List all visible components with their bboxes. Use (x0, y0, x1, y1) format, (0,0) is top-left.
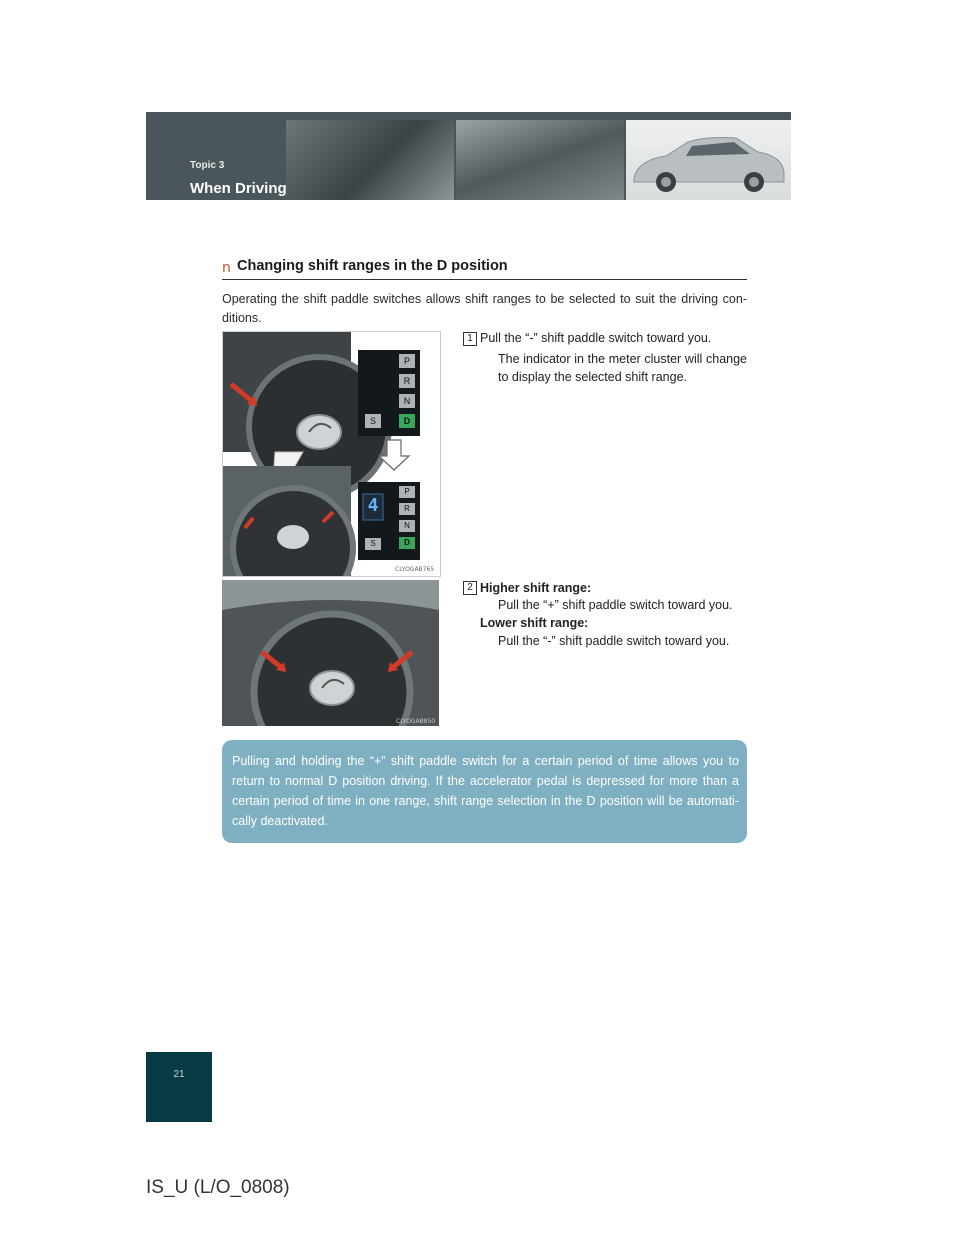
heading-rule (222, 279, 747, 280)
figure-both-paddles (222, 580, 439, 726)
step2-higher-text: Pull the “+” shift paddle switch toward you. (498, 598, 733, 612)
step2-higher-label: Higher shift range: (480, 581, 592, 595)
indicator-letter-d: D (399, 537, 415, 549)
intro-paragraph: Operating the shift paddle switches allows shift ranges to be selected to suit the driving con-ditions. (222, 292, 747, 325)
section-title: When Driving (190, 180, 287, 197)
selected-range-digit: 4 (367, 495, 379, 516)
indicator-letter-n: N (399, 520, 415, 532)
footer-code: IS_U (L/O_0808) (146, 1177, 290, 1198)
step-number-1: 1 (463, 332, 477, 346)
step2-lower-label: Lower shift range: (480, 616, 589, 630)
indicator-letter-d: D (399, 414, 415, 428)
banner-photo-dashboard (286, 120, 454, 200)
indicator-letter-s: S (365, 538, 381, 550)
topic-label: Topic 3 (190, 160, 225, 171)
indicator-letter-n: N (399, 394, 415, 408)
indicator-top (399, 354, 415, 428)
figure-code: CLYOGAB850 (396, 718, 436, 725)
indicator-bottom (399, 486, 415, 549)
indicator-letter-p: P (399, 354, 415, 368)
section-banner (146, 112, 791, 200)
car-illustration (626, 120, 791, 200)
info-note-text: Pulling and holding the “+” shift paddle switch for a certain period of time allows you to return to normal D position driving. If the accelerator pedal is depressed for more than a certain period of time in one range, shift range selection in the D position will be automati-cally deactivated. (232, 754, 739, 828)
page-number-block (146, 1052, 212, 1122)
indicator-letter-s: S (365, 414, 381, 428)
step1-note: The indicator in the meter cluster will change to display the selected shift range. (498, 352, 747, 384)
indicator-letter-r: R (399, 374, 415, 388)
indicator-letter-p: P (399, 486, 415, 498)
step2-lower-text: Pull the “-” shift paddle switch toward you. (498, 634, 730, 648)
step1-instruction: Pull the “-” shift paddle switch toward you. (480, 331, 712, 345)
figure-paddle-and-indicator (222, 331, 441, 577)
indicator-letter-r: R (399, 503, 415, 515)
banner-photo-interior (456, 120, 624, 200)
heading-bullet-icon: n (222, 260, 231, 276)
banner-photo-car (626, 120, 791, 200)
page-heading: Changing shift ranges in the D position (237, 258, 508, 274)
figure-code: CLYOGAB765 (395, 566, 435, 573)
page-number: 21 (173, 1069, 185, 1080)
step-number-2: 2 (463, 581, 477, 595)
steering-wheel-photo-2 (222, 580, 439, 726)
